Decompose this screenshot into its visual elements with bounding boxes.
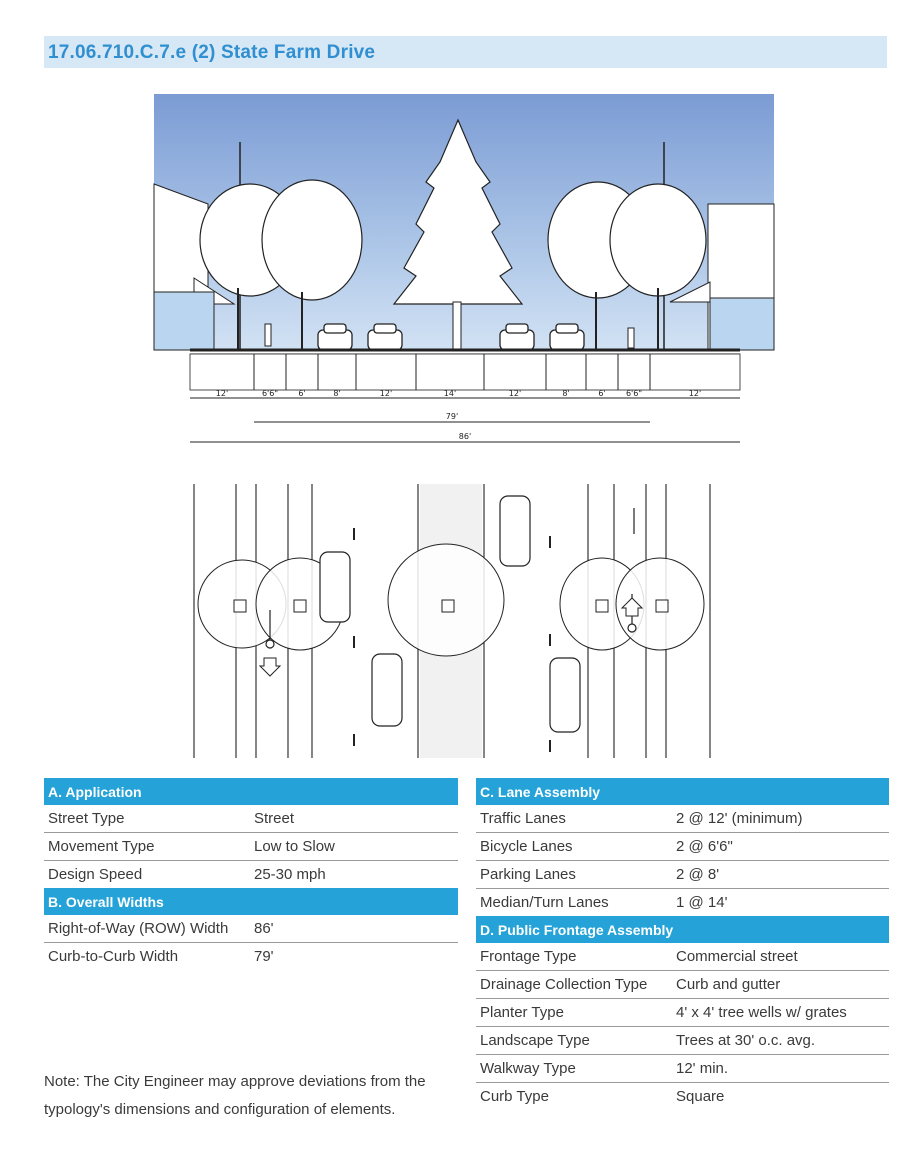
table-row [476, 889, 889, 917]
row-value: 79' [254, 948, 274, 965]
row-label: Drainage Collection Type [476, 971, 672, 999]
dim-label: 12' [688, 389, 702, 398]
row-value: Low to Slow [250, 833, 458, 861]
row-value: 25-30 mph [254, 866, 326, 883]
row-label: Landscape Type [476, 1027, 672, 1055]
tree-grate-icon [234, 600, 246, 612]
dim-label: 8' [333, 389, 341, 398]
section-a-header: A. Application [44, 778, 458, 805]
row-value: Trees at 30' o.c. avg. [672, 1027, 889, 1055]
table-row [476, 861, 889, 889]
table-row [44, 833, 458, 861]
street-plan-illustration [190, 482, 720, 760]
table-row [476, 1027, 889, 1055]
dim-label: 12' [215, 389, 229, 398]
street-section-illustration [150, 92, 778, 454]
row-label: Curb-to-Curb Width [48, 948, 179, 965]
section-d-header: D. Public Frontage Assembly [476, 916, 889, 943]
table-row [44, 805, 458, 833]
row-value: 2 @ 12' (minimum) [672, 805, 889, 833]
row-label: Walkway Type [476, 1055, 672, 1083]
application-table [44, 778, 458, 970]
row-label: Median/Turn Lanes [480, 894, 609, 911]
row-value: 86' [250, 915, 458, 943]
row-width-label: 86' [458, 432, 472, 441]
table-row [44, 943, 458, 971]
table-row [44, 915, 458, 943]
dim-label: 12' [508, 389, 522, 398]
page-header [44, 36, 887, 68]
section-c-header: C. Lane Assembly [476, 778, 889, 805]
parked-car-icon [320, 552, 350, 622]
row-value: Street [250, 805, 458, 833]
row-label: Traffic Lanes [476, 805, 672, 833]
table-row [476, 943, 889, 971]
row-label: Design Speed [48, 866, 143, 883]
tree-canopy-left-inner [262, 180, 362, 300]
row-value: 2 @ 6'6" [672, 833, 889, 861]
tree-canopy-right-outer [610, 184, 706, 296]
dim-label: 6'6" [625, 389, 643, 398]
pedestrian-figure [265, 324, 271, 346]
tree-grate-icon [294, 600, 306, 612]
dim-label: 12' [379, 389, 393, 398]
parked-car-icon [550, 658, 580, 732]
row-label: Planter Type [476, 999, 672, 1027]
table-row [476, 1083, 889, 1111]
pedestrian-figure [628, 328, 634, 348]
table-row [476, 999, 889, 1027]
row-label: Frontage Type [476, 943, 672, 971]
tree-grate-icon [656, 600, 668, 612]
dim-label: 14' [443, 389, 457, 398]
dim-label: 6'6" [261, 389, 279, 398]
row-label: Bicycle Lanes [476, 833, 672, 861]
tree-grate-icon [442, 600, 454, 612]
arrow-down-icon [260, 658, 280, 676]
row-value: Curb and gutter [672, 971, 889, 999]
row-label: Curb Type [480, 1088, 549, 1105]
dim-label: 6' [598, 389, 606, 398]
table-row [476, 833, 889, 861]
note-text: Note: The City Engineer may approve deviations from the typology's dimensions and configuration of elements. [44, 1073, 426, 1118]
row-label: Parking Lanes [476, 861, 672, 889]
row-value: 12' min. [672, 1055, 889, 1083]
row-label: Movement Type [44, 833, 250, 861]
lane-assembly-table [476, 778, 889, 1110]
row-value: Square [676, 1088, 725, 1105]
car-icon [372, 654, 402, 726]
ground-section [190, 350, 740, 390]
table-row [476, 805, 889, 833]
row-label: Street Type [44, 805, 250, 833]
row-value: 1 @ 14' [676, 894, 728, 911]
table-row [476, 1055, 889, 1083]
row-label: Right-of-Way (ROW) Width [44, 915, 250, 943]
tree-grate-icon [596, 600, 608, 612]
curb-width-label: 79' [445, 412, 459, 421]
table-row [476, 971, 889, 999]
dim-label: 6' [298, 389, 306, 398]
dim-label: 8' [562, 389, 570, 398]
row-value: 2 @ 8' [672, 861, 889, 889]
row-value: Commercial street [672, 943, 889, 971]
row-value: 4' x 4' tree wells w/ grates [672, 999, 889, 1027]
table-row [44, 861, 458, 889]
page-title: 17.06.710.C.7.e (2) State Farm Drive [48, 42, 376, 63]
car-icon [500, 496, 530, 566]
section-b-header: B. Overall Widths [44, 888, 458, 915]
